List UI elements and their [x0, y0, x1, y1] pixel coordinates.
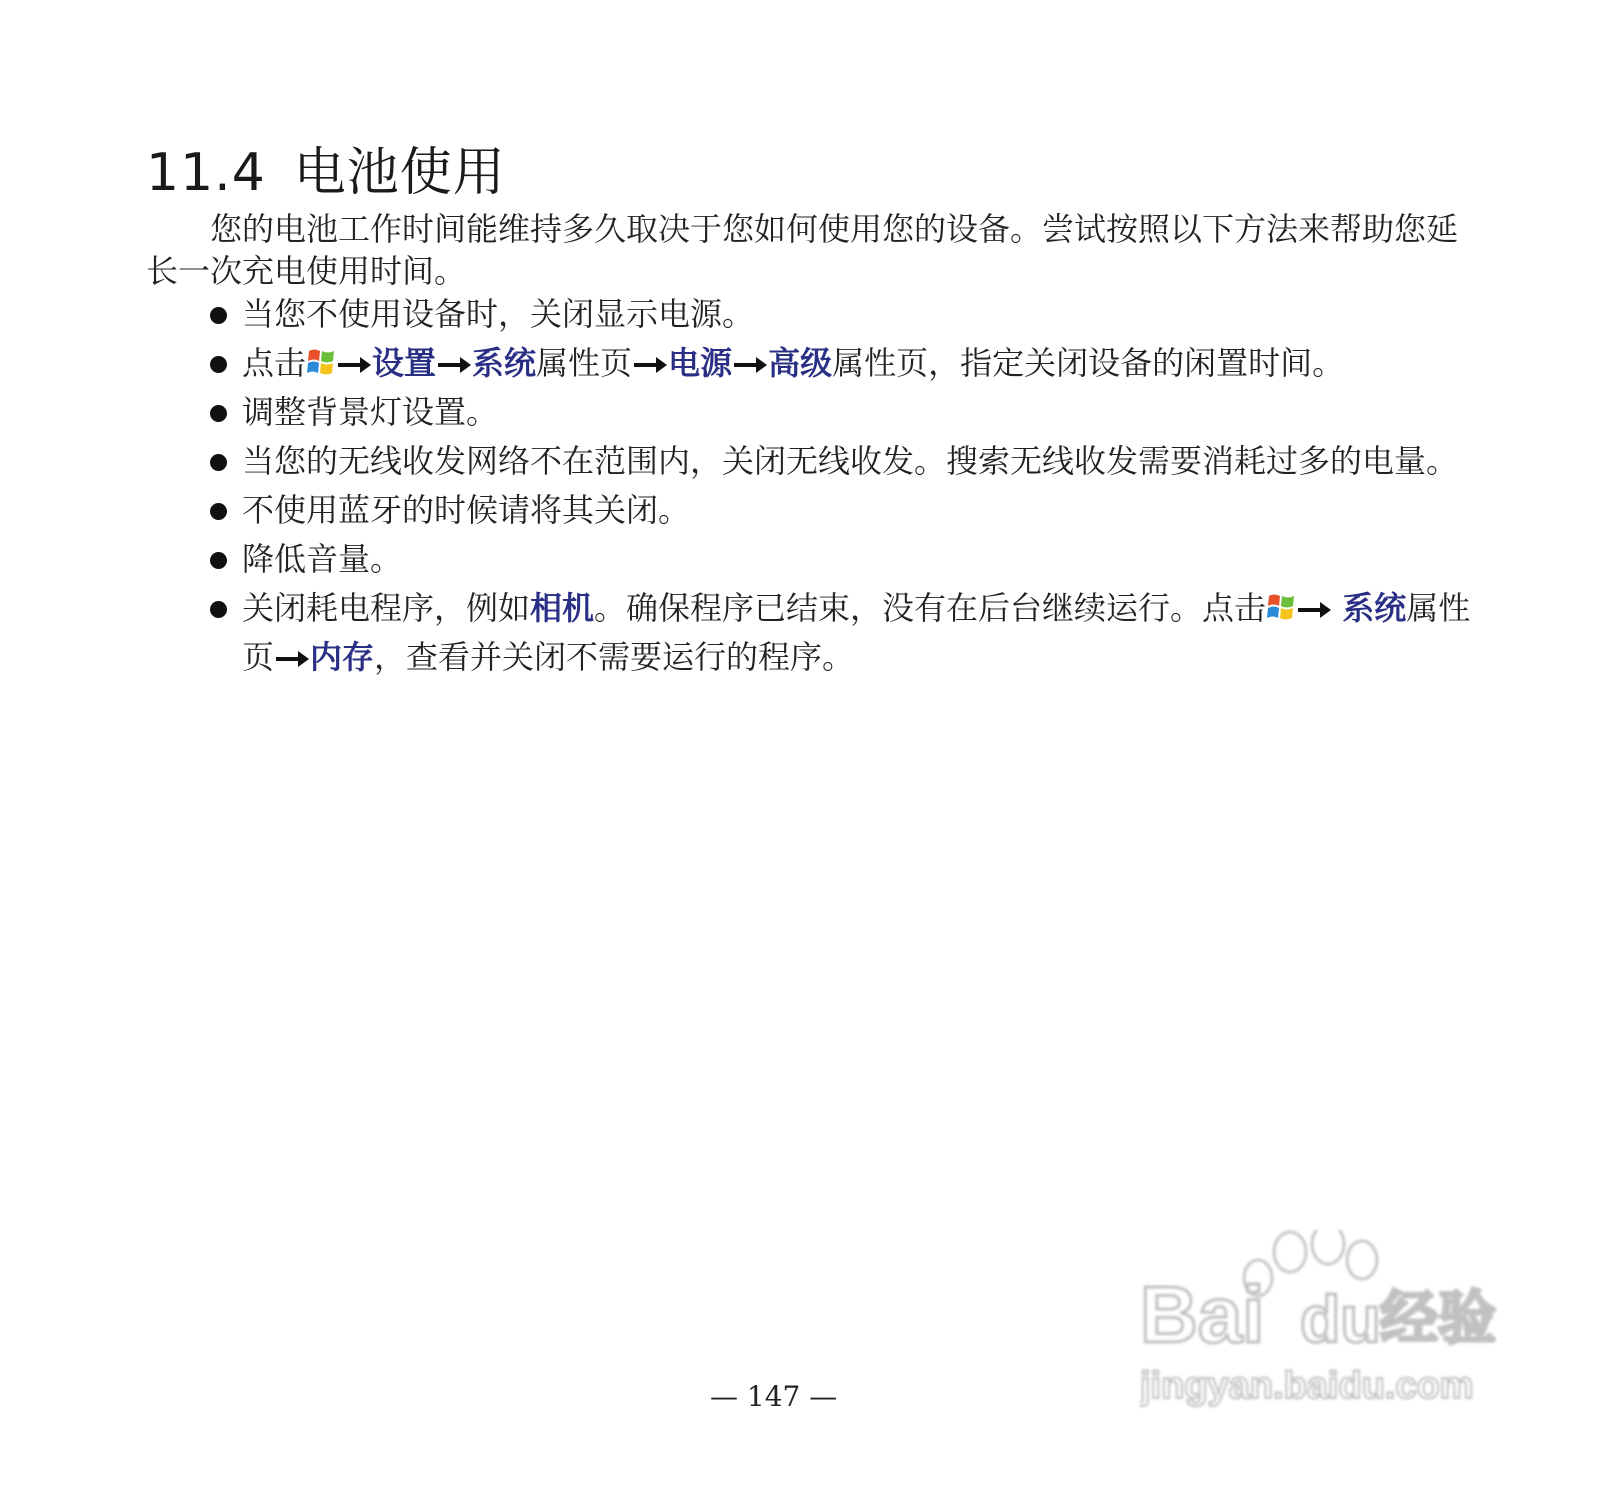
bullet-dot: [210, 552, 227, 569]
menu-link-settings: 设置: [372, 344, 437, 382]
list-item: [210, 339, 1490, 388]
menu-link-memory: 内存: [310, 638, 375, 676]
tip-text: ，查看并关闭不需要运行的程序。: [374, 638, 855, 676]
tip-text: 当您不使用设备时，关闭显示电源。: [242, 295, 755, 333]
windows-start-icon: [306, 345, 336, 379]
menu-link-advanced: 高级: [768, 344, 833, 382]
section-number: 11.4: [146, 143, 266, 203]
list-item: [210, 486, 1490, 535]
menu-link-system: 系统: [472, 344, 537, 382]
svg-text:经验: 经验: [1380, 1286, 1497, 1351]
tips-list: [210, 290, 1490, 682]
tip-text: 关闭耗电程序，例如: [242, 589, 531, 627]
bullet-dot: [210, 307, 227, 324]
menu-link-power: 电源: [668, 344, 733, 382]
bullet-dot: [210, 405, 227, 422]
menu-link-camera: 相机: [530, 589, 595, 627]
list-item: [210, 290, 1490, 339]
menu-link-system: 系统: [1342, 589, 1407, 627]
right-arrow-icon: [732, 355, 768, 375]
svg-text:Bai: Bai: [1140, 1270, 1265, 1359]
bullet-dot: [210, 454, 227, 471]
svg-text:jingyan.baidu.com: jingyan.baidu.com: [1140, 1365, 1474, 1407]
tip-text: 降低音量。: [242, 540, 403, 578]
tip-text: 属性页: [242, 589, 1471, 676]
intro-paragraph: 您的电池工作时间能维持多久取决于您如何使用您的设备。尝试按照以下方法来帮助您延长一次充电使用时间。: [146, 210, 1459, 290]
list-item: [210, 535, 1490, 584]
right-arrow-icon: [632, 355, 668, 375]
list-item: [210, 584, 1490, 682]
windows-start-icon: [1266, 590, 1296, 624]
page-number: — 147 —: [710, 1380, 838, 1413]
baidu-watermark-logo: [1140, 1230, 1500, 1440]
list-item: [210, 388, 1490, 437]
tip-text: 调整背景灯设置。: [242, 393, 499, 431]
tip-text: 当您的无线收发网络不在范围内，关闭无线收发。搜索无线收发需要消耗过多的电量。: [242, 442, 1459, 480]
bullet-dot: [210, 356, 227, 373]
bullet-dot: [210, 503, 227, 520]
right-arrow-icon: [436, 355, 472, 375]
bullet-dot: [210, 601, 227, 618]
list-item: [210, 437, 1490, 486]
tip-text: 点击: [242, 344, 307, 382]
right-arrow-icon: [1296, 600, 1332, 620]
right-arrow-icon: [336, 355, 372, 375]
right-arrow-icon: [274, 649, 310, 669]
section-title: 电池使用: [293, 143, 506, 203]
tip-text: 属性页: [536, 344, 633, 382]
svg-text:du: du: [1300, 1282, 1381, 1356]
tip-text: 。确保程序已结束，没有在后台继续运行。点击: [594, 589, 1267, 627]
tip-text: 不使用蓝牙的时候请将其关闭。: [242, 491, 691, 529]
tip-text: 属性页，指定关闭设备的闲置时间。: [832, 344, 1345, 382]
section-heading: [146, 130, 506, 205]
